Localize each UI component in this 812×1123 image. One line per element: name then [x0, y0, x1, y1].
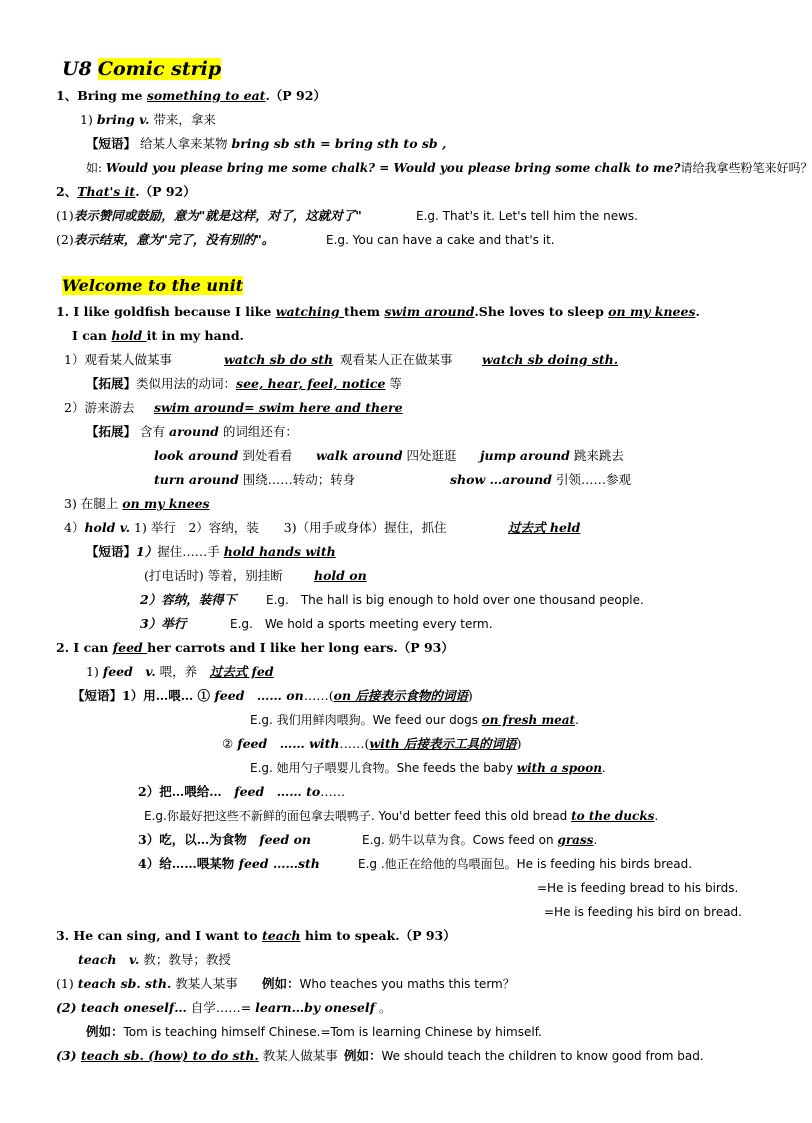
feed-sth-example: E.g .他正在给他的鸟喂面包。He is feeding his birds bread. [358, 857, 693, 871]
section-title-welcome: Welcome to the unit [62, 276, 244, 295]
around-phrase-turn: turn around 围绕……转动；转身 [154, 472, 356, 487]
around-phrase-walk: walk around 四处逛逛 [316, 448, 457, 463]
feed-sth-example-alt-1: =He is feeding bread to his birds. [537, 881, 739, 895]
note-swim-around: 2）游来游去 [64, 400, 135, 415]
note-hold-on-phrase: hold on [314, 568, 367, 583]
sentence-1-continued: I can hold it in my hand. [72, 328, 244, 343]
item-2-meaning-2: (2)表示结束，意为"完了，没有别的"。 [56, 232, 275, 247]
note-hold-phrase-1: 【短语】1）握住……手 hold hands with [86, 544, 336, 559]
note-watch-phrase-2: watch sb doing sth. [482, 352, 619, 367]
item-1-definition: 1) bring v. 带来，拿来 [80, 112, 216, 127]
note-teach: teach v. 教；教导；教授 [78, 952, 231, 967]
note-hold-contain: 2）容纳，装得下 [140, 592, 237, 607]
note-hold-past-tense: 过去式 held [508, 520, 581, 535]
item-2-example-2: E.g. You can have a cake and that's it. [326, 233, 555, 247]
note-extension-around: 【拓展】 含有 around 的词组还有： [86, 424, 298, 439]
note-watch: 1）观看某人做某事 [64, 352, 172, 367]
teach-usage-2: (2) teach oneself… 自学……= learn…by oneself 。 [56, 1000, 392, 1015]
item-2: 2、That's it.（P 92） [56, 184, 196, 199]
feed-on-food-example: E.g. 奶牛以草为食。Cows feed on grass. [362, 833, 598, 847]
note-hold-contain-example: E.g. The hall is big enough to hold over one thousand people. [266, 593, 644, 607]
note-hold-meeting: 3）举行 [140, 616, 187, 631]
section-title-comic: Comic strip [97, 58, 222, 80]
item-1: 1、Bring me something to eat.（P 92） [56, 88, 326, 103]
feed-to-example: E.g.你最好把这些不新鲜的面包拿去喂鸭子. You'd better feed this old bread to the ducks. [144, 809, 659, 823]
around-phrase-show: show …around 引领……参观 [450, 472, 631, 487]
feed-sth-example-alt-2: =He is feeding his bird on bread. [544, 905, 742, 919]
note-extension-verbs: 【拓展】类似用法的动词：see, hear, feel, notice 等 [86, 376, 402, 391]
note-hold: 4）hold v. 1) 举行 2）容纳，装 3)（用手或身体）握住，抓住 [64, 520, 447, 535]
feed-phrase-on: 【短语】1）用…喂… ① feed …… on……(on 后接表示食物的词语) [72, 688, 473, 703]
feed-on-food: 3）吃，以…为食物 feed on [138, 832, 312, 847]
feed-on-example: E.g. 我们用鲜肉喂狗。We feed our dogs on fresh meat. [250, 713, 579, 727]
around-phrase-look: look around 到处看看 [154, 448, 293, 463]
sentence-2: 2. I can feed her carrots and I like her long ears.（P 93） [56, 640, 454, 655]
note-hold-meeting-example: E.g. We hold a sports meeting every term. [230, 617, 493, 631]
feed-phrase-to: 2）把…喂给… feed …… to…… [138, 784, 346, 799]
teach-usage-3-example: 例如：We should teach the children to know good from bad. [344, 1048, 704, 1063]
feed-sth: 4）给……喂某物 feed ……sth [138, 856, 320, 871]
teach-usage-1: (1) teach sb. sth. 教某人某事 [56, 976, 238, 991]
sentence-3: 3. He can sing, and I want to teach him to speak.（P 93） [56, 928, 456, 943]
unit-number: U8 [62, 58, 92, 80]
unit-heading [62, 58, 221, 80]
note-swim-around-phrase: swim around= swim here and there [154, 400, 403, 415]
note-watch-doing: 观看某人正在做某事 [340, 352, 453, 367]
item-1-example: 如: Would you please bring me some chalk? = Would you please bring some chalk to me?请给我拿些粉笔来好吗？ [86, 161, 812, 175]
around-phrase-jump: jump around 跳来跳去 [480, 448, 624, 463]
teach-usage-1-example: 例如：Who teaches you maths this term？ [262, 976, 515, 991]
item-2-example-1: E.g. That's it. Let's tell him the news. [416, 209, 638, 223]
feed-with-example: E.g. 她用勺子喂婴儿食物。She feeds the baby with a spoon. [250, 761, 606, 775]
note-watch-phrase-1: watch sb do sth [224, 352, 334, 367]
teach-usage-2-example: 例如：Tom is teaching himself Chinese.=Tom is learning Chinese by himself. [86, 1024, 542, 1039]
note-hold-on: (打电话时) 等着，别挂断 [144, 568, 283, 583]
note-on-my-knees: 3) 在腿上 on my knees [64, 496, 210, 511]
item-2-meaning-1: (1)表示赞同或鼓励，意为"就是这样，对了，这就对了" [56, 208, 362, 223]
feed-phrase-with: ② feed …… with……(with 后接表示工具的词语) [222, 736, 522, 751]
sentence-1: 1. I like goldfish because I like watching them swim around.She loves to sleep on my knees. [56, 304, 700, 319]
note-feed: 1) feed v. 喂，养 过去式 fed [86, 664, 274, 679]
teach-usage-3: (3) teach sb. (how) to do sth. 教某人做某事 [56, 1048, 338, 1063]
item-1-phrase: 【短语】 给某人拿来某物 bring sb sth = bring sth to sb , [86, 136, 447, 151]
